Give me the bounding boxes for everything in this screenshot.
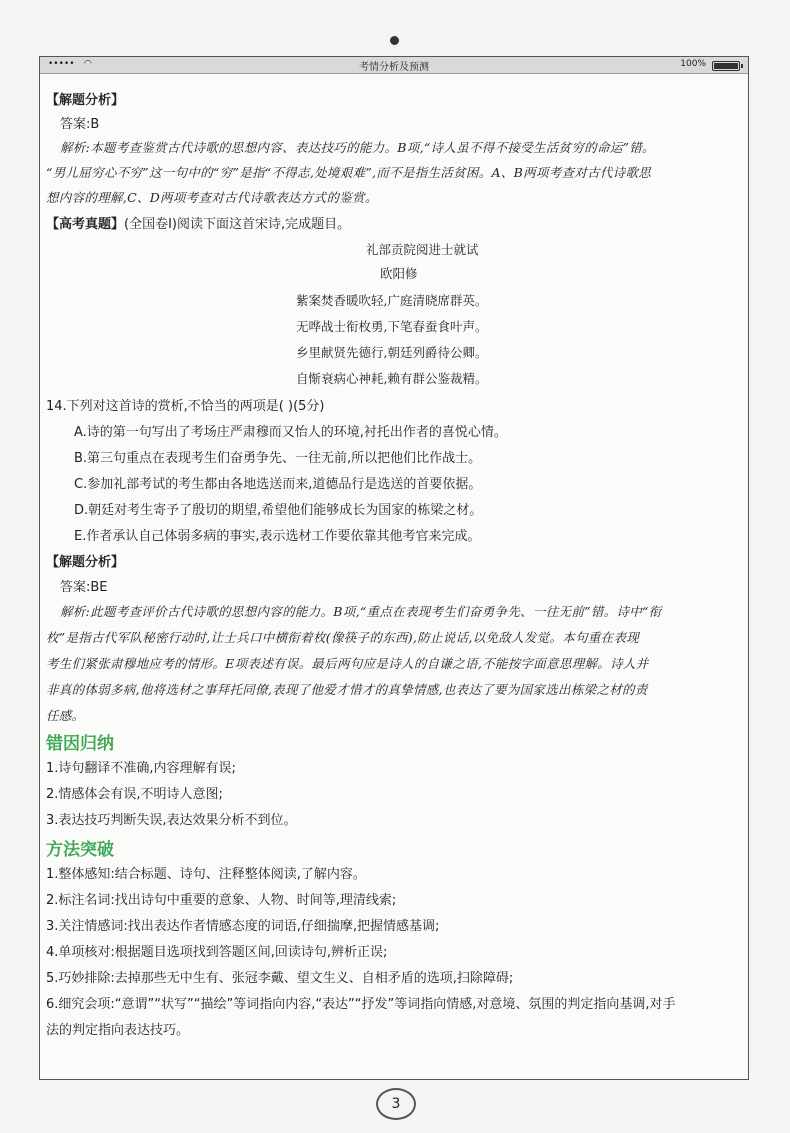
analysis-line: 解析:本题考查鉴赏古代诗歌的思想内容、表达技巧的能力。B项,“诗人虽不得不接受生活贫穷的命运”错。 <box>60 140 655 155</box>
status-bar <box>40 57 748 74</box>
wifi-icon: ◠ <box>84 59 92 69</box>
method-item: 1.整体感知:结合标题、诗句、注释整体阅读,了解内容。 <box>46 867 366 882</box>
question-option: B.第三句重点在表现考生们奋勇争先、一往无前,所以把他们比作战士。 <box>74 451 482 466</box>
answer-text: 答案:B <box>60 117 100 132</box>
poem-author: 欧阳修 <box>380 266 418 281</box>
exam-tag: 【高考真题】 <box>46 217 125 232</box>
poem-line: 自惭衰病心神耗,赖有群公鉴裁精。 <box>296 371 488 386</box>
signal-icon: ••••• <box>48 59 75 69</box>
question-stem: 14.下列对这首诗的赏析,不恰当的两项是( )(5分) <box>46 399 325 414</box>
method-item: 5.巧妙排除:去掉那些无中生有、张冠李戴、望文生义、自相矛盾的选项,扫除障碍; <box>46 971 514 986</box>
method-item: 2.标注名词:找出诗句中重要的意象、人物、时间等,理清线索; <box>46 893 397 908</box>
analysis-tag: 【解题分析】 <box>46 555 125 570</box>
analysis-tag: 【解题分析】 <box>46 93 125 108</box>
poem-line: 无哗战士衔枚勇,下笔春蚕食叶声。 <box>296 319 488 334</box>
question-option: C.参加礼部考试的考生都由各地选送而来,道德品行是选送的首要依据。 <box>74 477 482 492</box>
exam-intro <box>46 213 350 232</box>
question-option: D.朝廷对考生寄予了殷切的期望,希望他们能够成长为国家的栋梁之材。 <box>74 503 483 518</box>
exam-intro-text: (全国卷Ⅰ)阅读下面这首宋诗,完成题目。 <box>124 217 351 232</box>
analysis-line: 非真的体弱多病,他将选材之事拜托同僚,表现了他爱才惜才的真挚情感,也表达了要为国家选出栋梁之材的责 <box>46 682 648 697</box>
method-item: 3.关注情感词:找出表达作者情感态度的词语,仔细揣摩,把握情感基调; <box>46 919 440 934</box>
analysis-line: 枚”是指古代军队秘密行动时,让士兵口中横衔着枚(像筷子的东西),防止说话,以免敌人发觉。本句重在表现 <box>46 630 640 645</box>
error-item: 3.表达技巧判断失误,表达效果分析不到位。 <box>46 813 297 828</box>
page-number: 3 <box>376 1088 416 1120</box>
method-heading: 方法突破 <box>46 840 114 860</box>
analysis-line: “男儿屈穷心不穷”这一句中的“穷”是指“不得志,处境艰难”,而不是指生活贫困。A、B两项考查对古代诗歌思 <box>46 165 652 180</box>
question-option: E.作者承认自己体弱多病的事实,表示选材工作要依靠其他考官来完成。 <box>74 529 481 544</box>
battery-icon <box>712 61 740 71</box>
tablet-screen <box>39 56 749 1080</box>
poem-line: 紫案焚香暖吹轻,广庭清晓席群英。 <box>296 293 488 308</box>
poem-title: 礼部贡院阅进士就试 <box>366 242 479 257</box>
method-item: 4.单项核对:根据题目选项找到答题区间,回读诗句,辨析正误; <box>46 945 388 960</box>
analysis-line: 想内容的理解,C、D两项考查对古代诗歌表达方式的鉴赏。 <box>46 190 378 205</box>
question-option: A.诗的第一句写出了考场庄严肃穆而又怡人的环境,衬托出作者的喜悦心情。 <box>74 425 507 440</box>
error-heading: 错因归纳 <box>46 734 114 754</box>
analysis-line: 考生们紧张肃穆地应考的情形。E项表述有误。最后两句应是诗人的自谦之语,不能按字面意思理解。诗人并 <box>46 656 649 671</box>
analysis-line: 解析:此题考查评价古代诗歌的思想内容的能力。B项,“重点在表现考生们奋勇争先、一往无前”错。诗中“衔 <box>60 604 662 619</box>
method-item: 法的判定指向表达技巧。 <box>46 1023 190 1038</box>
battery-percent: 100% <box>680 59 706 69</box>
poem-line: 乡里献贤先德行,朝廷列爵待公卿。 <box>296 345 488 360</box>
status-bar-title: 考情分析及预测 <box>359 62 429 73</box>
error-item: 1.诗句翻译不准确,内容理解有误; <box>46 761 236 776</box>
error-item: 2.情感体会有误,不明诗人意图; <box>46 787 223 802</box>
camera-dot <box>390 36 399 45</box>
answer-text: 答案:BE <box>60 580 108 595</box>
analysis-line: 任感。 <box>46 708 85 723</box>
method-item: 6.细究会项:“意谓”“状写”“描绘”等词指向内容,“表达”“抒发”等词指向情感,对意境、氛围的判定指向基调,对手 <box>46 997 676 1012</box>
